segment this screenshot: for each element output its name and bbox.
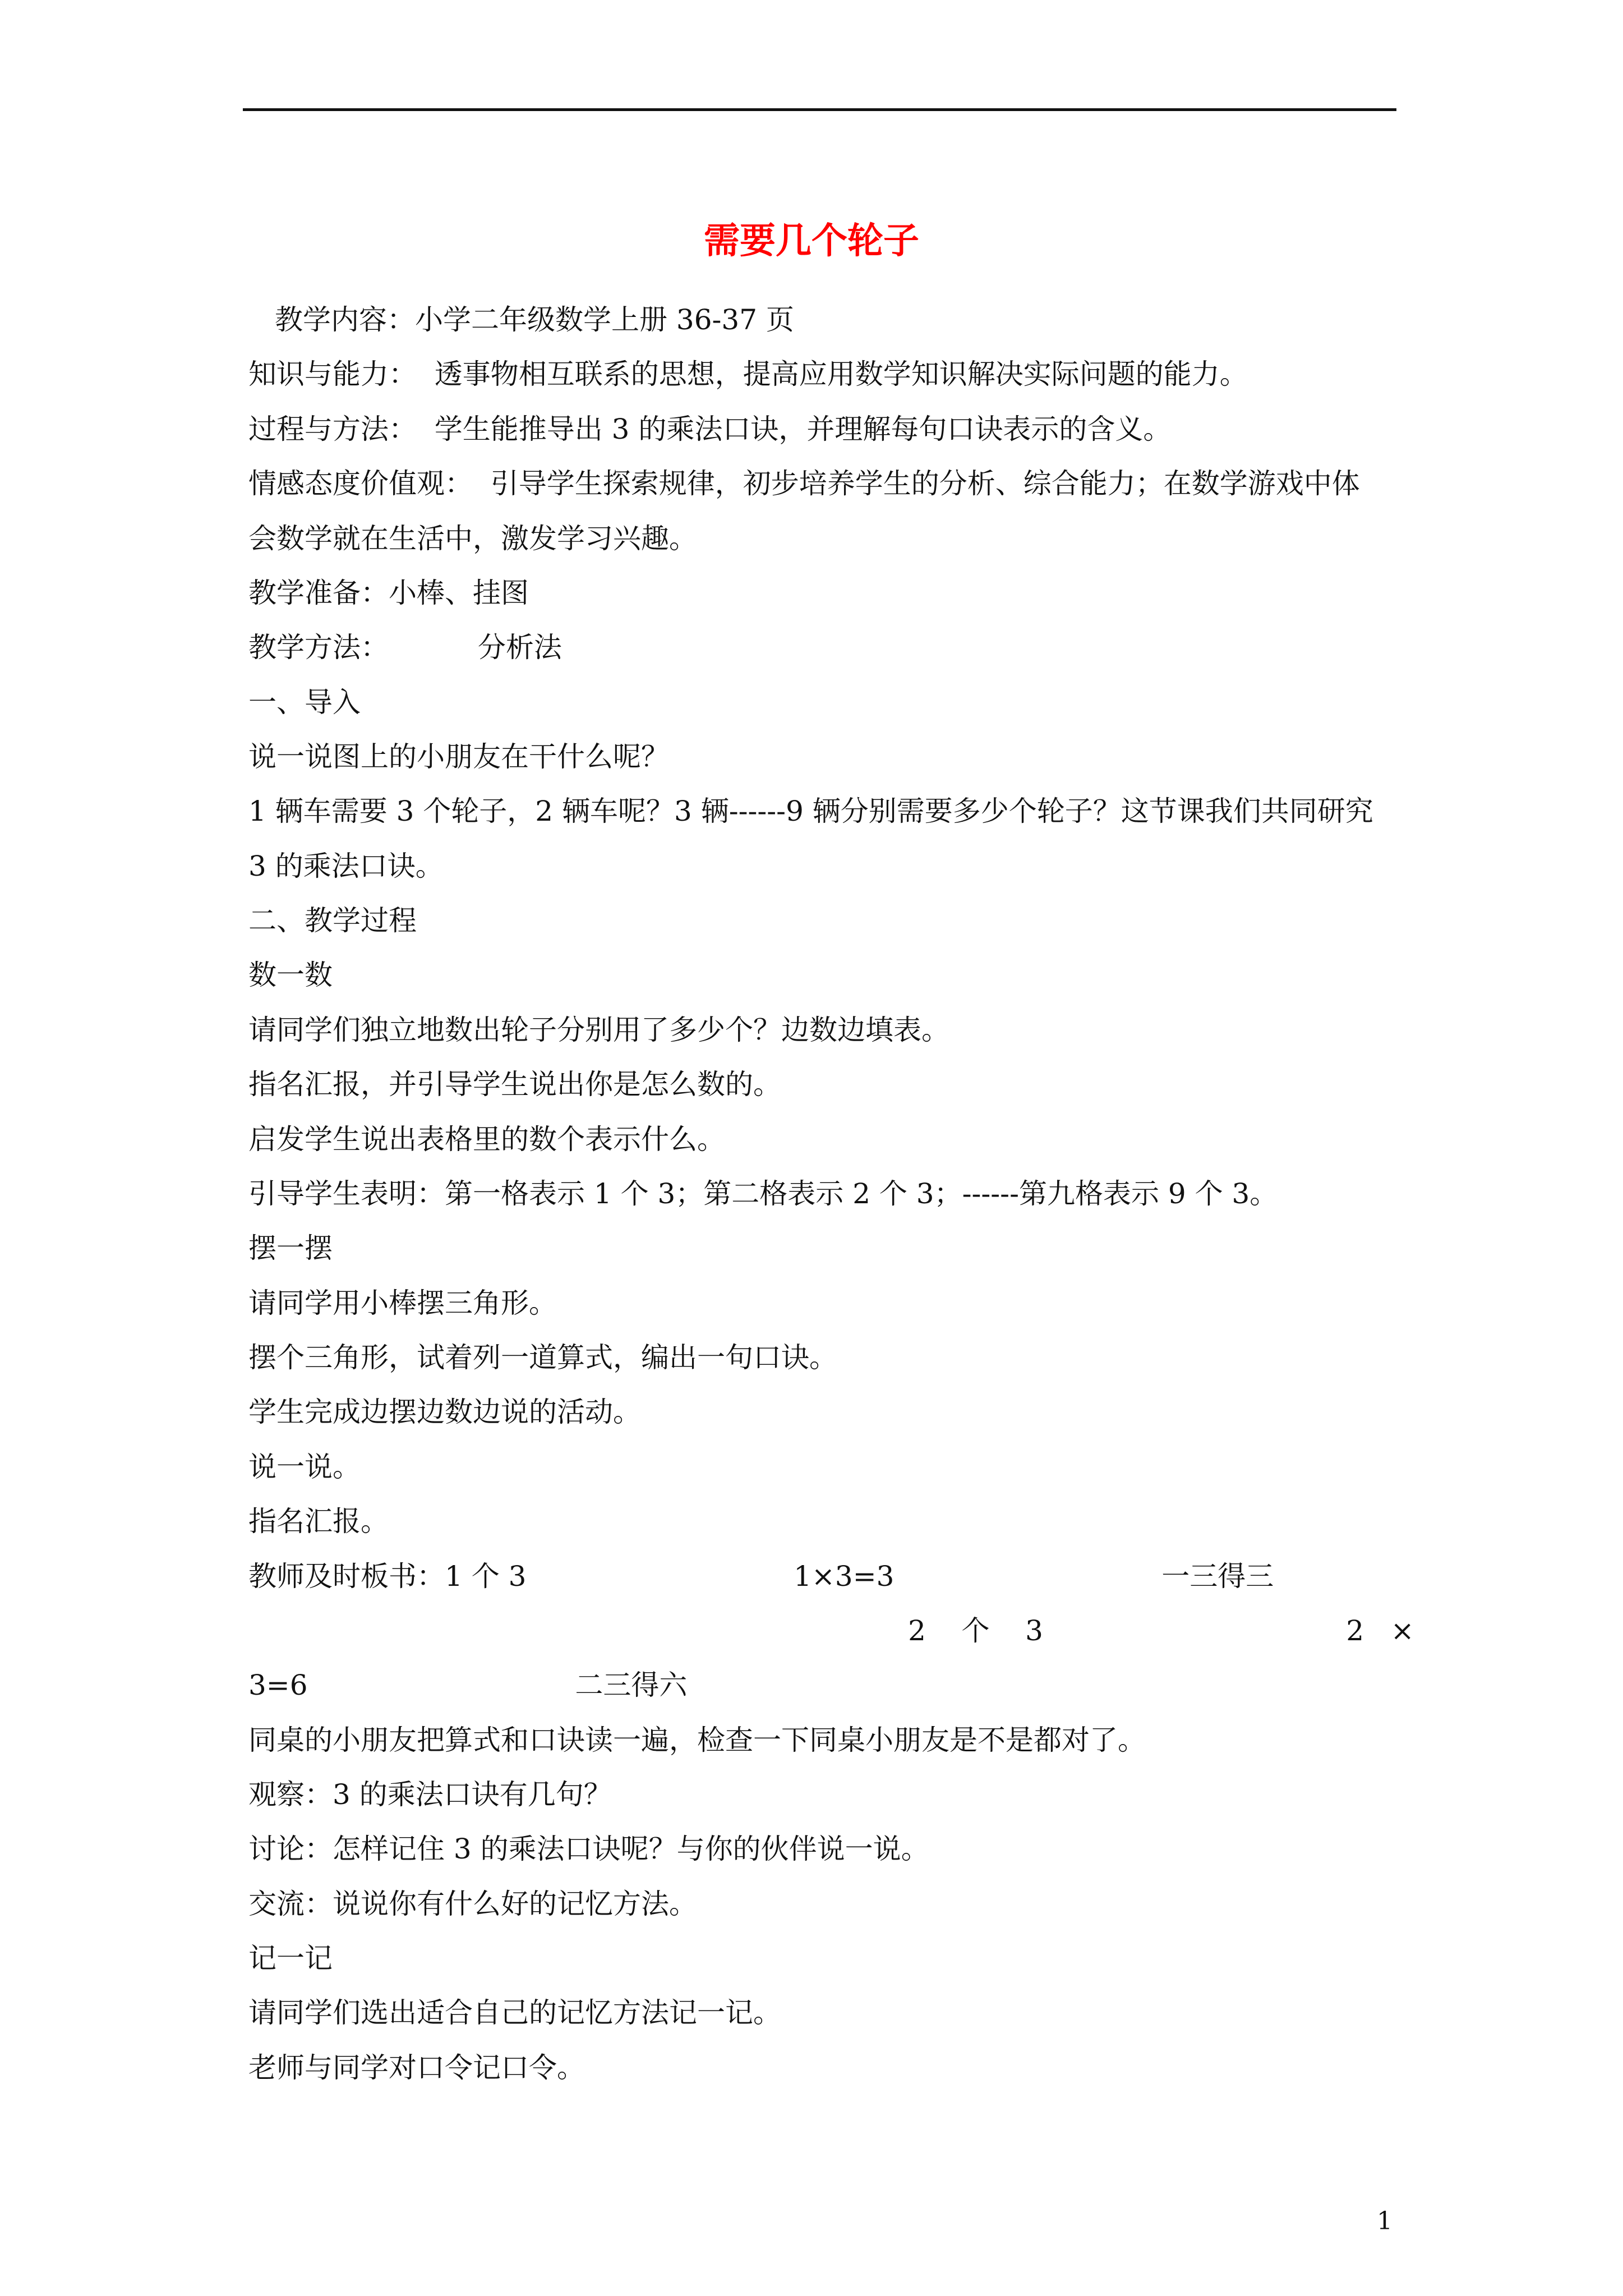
text-line: 3 的乘法口诀。: [248, 850, 444, 882]
text-line: 摆个三角形，试着列一道算式，编出一句口诀。: [248, 1341, 837, 1374]
text-line: 指名汇报，并引导学生说出你是怎么数的。: [248, 1068, 781, 1101]
text-line: 老师与同学对口令记口令。: [248, 2051, 585, 2084]
board-writing-line: 3=6 二三得六: [248, 1669, 688, 1701]
text-line: 观察：3 的乘法口诀有几句？: [248, 1778, 612, 1811]
subheading: 记一记: [248, 1942, 333, 1975]
text-line: 启发学生说出表格里的数个表示什么。: [248, 1123, 725, 1156]
text-line: 过程与方法： 学生能推导出 3 的乘法口诀，并理解每句口诀表示的含义。: [248, 413, 1172, 445]
page-number: 1: [1377, 2207, 1393, 2235]
text-line: 指名汇报。: [248, 1505, 389, 1538]
section-heading: 一、导入: [248, 686, 361, 719]
text-line: 说一说图上的小朋友在干什么呢？: [248, 740, 669, 773]
header-rule: [243, 108, 1396, 111]
text-line: 知识与能力： 透事物相互联系的思想，提高应用数学知识解决实际问题的能力。: [248, 358, 1248, 390]
text-line: 说一说。: [248, 1451, 361, 1483]
text-line: 教学准备：小棒、挂图: [248, 577, 529, 609]
text-line: 情感态度价值观： 引导学生探索规律，初步培养学生的分析、综合能力；在数学游戏中体: [248, 467, 1360, 500]
board-writing-line: 教师及时板书：1 个 3 1×3=3 一三得三: [248, 1560, 1274, 1593]
board-writing-line: 2 个 3 2 ×: [248, 1614, 1414, 1647]
text-line: 讨论：怎样记住 3 的乘法口诀呢？与你的伙伴说一说。: [248, 1833, 929, 1865]
text-line: 请同学们选出适合自己的记忆方法记一记。: [248, 1996, 781, 2029]
text-line: 请同学用小棒摆三角形。: [248, 1287, 557, 1319]
text-line: 同桌的小朋友把算式和口诀读一遍，检查一下同桌小朋友是不是都对了。: [248, 1724, 1146, 1756]
text-line: 教学方法： 分析法: [248, 631, 562, 664]
text-line: 交流：说说你有什么好的记忆方法。: [248, 1888, 697, 1920]
text-line: 学生完成边摆边数边说的活动。: [248, 1396, 641, 1428]
subheading: 摆一摆: [248, 1232, 333, 1264]
document-title: 需要几个轮子: [704, 220, 919, 262]
subheading: 数一数: [248, 959, 333, 991]
text-line: 会数学就在生活中，激发学习兴趣。: [248, 522, 697, 555]
text-line: 引导学生表明：第一格表示 1 个 3；第二格表示 2 个 3；------第九格表示 9 个 3。: [248, 1177, 1278, 1210]
text-line: 1 辆车需要 3 个轮子，2 辆车呢？3 辆------9 辆分别需要多少个轮子？这节课我们共同研究: [248, 795, 1373, 827]
text-line: 请同学们独立地数出轮子分别用了多少个？边数边填表。: [248, 1014, 949, 1046]
text-line: 教学内容：小学二年级数学上册 36-37 页: [275, 303, 794, 336]
section-heading: 二、教学过程: [248, 904, 417, 937]
